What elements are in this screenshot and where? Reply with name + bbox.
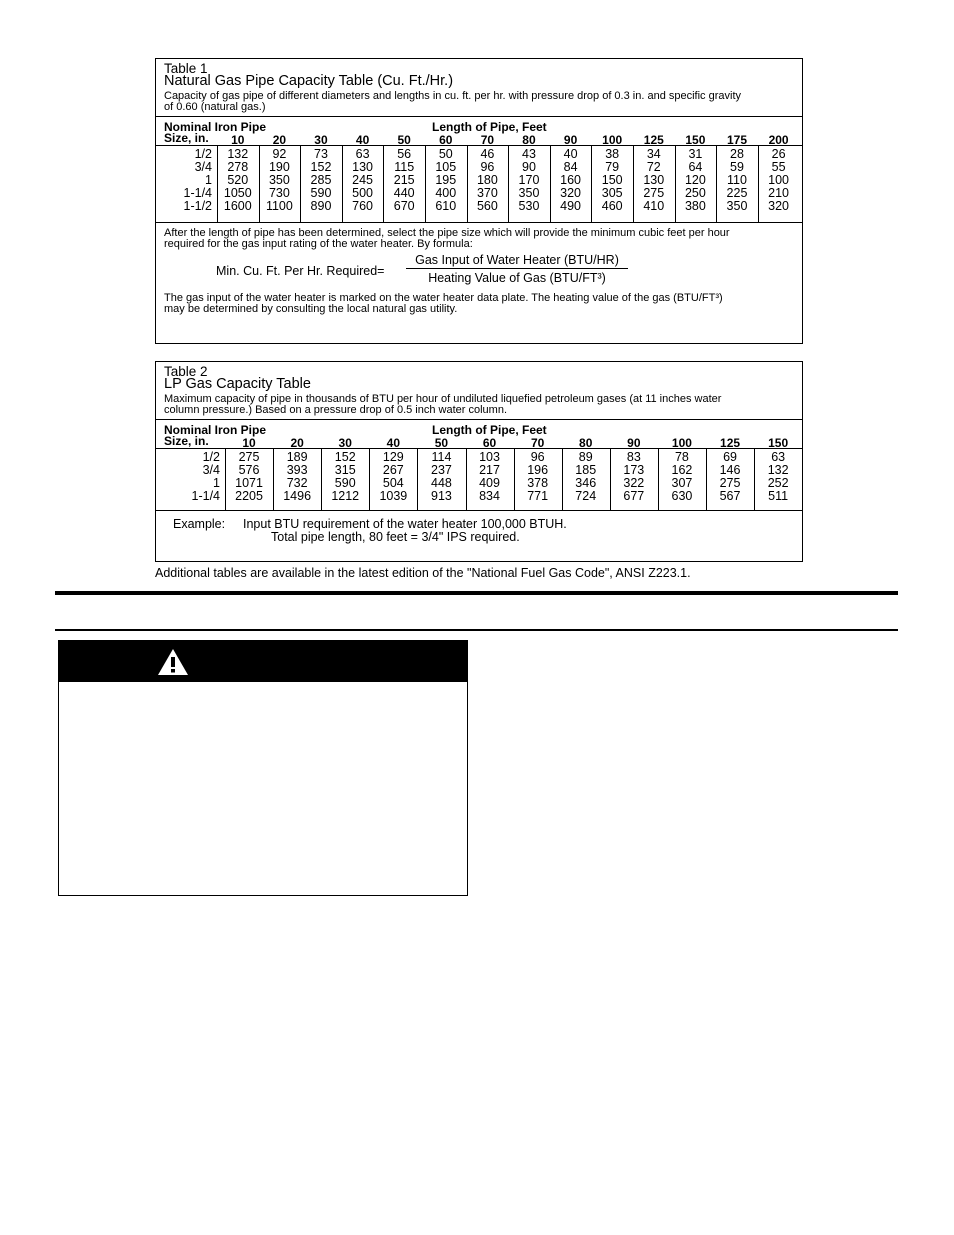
table1-value-cell: 190 xyxy=(268,160,290,174)
table2-head-size: Size, in. xyxy=(164,434,209,448)
table1-value-cell: 79 xyxy=(605,160,620,174)
table2-value-cell: 96 xyxy=(530,450,545,464)
table2-length-header: 90 xyxy=(627,436,641,450)
table2-value-column xyxy=(369,451,417,503)
table1-length-header: 30 xyxy=(314,133,328,147)
table1-value-cell: 90 xyxy=(522,160,536,174)
table1-value-column xyxy=(467,148,509,213)
table1-length-header: 175 xyxy=(726,133,747,147)
table2-value-cell: 275 xyxy=(238,450,260,464)
table1-value-cell: 170 xyxy=(518,173,540,187)
table1-head-size: Size, in. xyxy=(164,131,209,145)
table1-length-header: 60 xyxy=(439,133,453,147)
table1-value-cell: 225 xyxy=(726,186,748,200)
table1-value-column xyxy=(259,148,301,213)
table1-value-cell: 400 xyxy=(435,186,457,200)
table1-value-cell: 285 xyxy=(310,173,332,187)
warning-triangle-icon xyxy=(157,648,189,676)
table1-size-cell: 3/4 xyxy=(194,160,212,174)
table2-value-cell: 89 xyxy=(578,450,593,464)
table1-value-cell: 490 xyxy=(560,199,582,213)
table1-length-header: 80 xyxy=(522,133,536,147)
table1-size-cell: 1/2 xyxy=(194,147,212,161)
footnote: Additional tables are available in the latest edition of the "National Fuel Gas Code", ANSI Z223.1. xyxy=(155,566,691,580)
table1-value-cell: 610 xyxy=(435,199,457,213)
table2-value-cell: 504 xyxy=(382,476,404,490)
table1-value-cell: 320 xyxy=(560,186,582,200)
table2-value-cell: 162 xyxy=(671,463,693,477)
table2-length-header: 40 xyxy=(386,436,401,450)
table1-value-cell: 760 xyxy=(352,199,374,213)
table2-value-column xyxy=(321,451,369,503)
table1-value-cell: 63 xyxy=(355,147,370,161)
table2-value-cell: 771 xyxy=(527,489,549,503)
table1-length-header: 200 xyxy=(768,133,789,147)
table1-length-header: 150 xyxy=(685,133,706,147)
table2-value-column xyxy=(610,451,658,503)
table1-value-cell: 50 xyxy=(438,147,453,161)
table2-size-cell: 1/2 xyxy=(202,450,220,464)
warning-box xyxy=(58,640,468,896)
table2-description-line1: Maximum capacity of pipe in thousands of BTU per hour of undiluted liquefied petroleum gases (at 11 inches water xyxy=(164,393,722,405)
table1-value-cell: 56 xyxy=(397,147,412,161)
example-label: Example: xyxy=(173,517,226,531)
table2-length-header: 60 xyxy=(482,436,497,450)
table2-head-length: Length of Pipe, Feet xyxy=(432,423,547,437)
table2-value-cell: 346 xyxy=(575,476,597,490)
table2-value-cell: 315 xyxy=(334,463,356,477)
table1-description-line2: of 0.60 (natural gas.) xyxy=(164,101,266,113)
table1-value-cell: 100 xyxy=(768,173,790,187)
table2-value-cell: 275 xyxy=(719,476,741,490)
divider-thick xyxy=(55,591,898,595)
table1-value-cell: 34 xyxy=(646,147,661,161)
table2-value-cell: 732 xyxy=(286,476,308,490)
table1-value-cell: 278 xyxy=(227,160,249,174)
table1-value-cell: 410 xyxy=(643,199,665,213)
table1-length-header: 50 xyxy=(397,133,411,147)
table1-value-cell: 40 xyxy=(563,147,578,161)
table1-value-cell: 130 xyxy=(352,160,374,174)
table2-length-header: 30 xyxy=(338,436,352,450)
table2-length-header: 80 xyxy=(579,436,593,450)
table2-value-cell: 724 xyxy=(575,489,597,503)
table2-value-cell: 378 xyxy=(527,476,549,490)
table2-value-cell: 252 xyxy=(767,476,789,490)
table1-size-cell: 1-1/2 xyxy=(183,199,212,213)
table1-value-cell: 92 xyxy=(272,147,287,161)
table1-value-cell: 55 xyxy=(771,160,786,174)
table1-head-nominal: Nominal Iron Pipe xyxy=(164,120,267,134)
table2-value-cell: 913 xyxy=(431,489,452,503)
table2-value-column xyxy=(658,451,706,503)
table2-value-cell: 173 xyxy=(623,463,645,477)
table2-value-cell: 63 xyxy=(771,450,786,464)
table1-length-header: 70 xyxy=(480,133,495,147)
table1-value-cell: 105 xyxy=(435,160,457,174)
divider-thin xyxy=(55,629,898,631)
table1-value-column xyxy=(758,148,800,213)
table2-value-column xyxy=(225,451,273,503)
table1-value-cell: 180 xyxy=(476,173,498,187)
table1-size-column xyxy=(156,148,212,213)
table2-value-cell: 69 xyxy=(723,450,737,464)
table1-value-cell: 350 xyxy=(726,199,748,213)
table2-value-column xyxy=(562,451,610,503)
table1-value-column xyxy=(383,148,425,213)
table2-size-cell: 1-1/4 xyxy=(191,489,220,503)
example-line2: Total pipe length, 80 feet = 3/4" IPS required. xyxy=(271,530,520,544)
table2-header xyxy=(156,362,802,420)
table1-value-cell: 96 xyxy=(480,160,495,174)
example-line1: Input BTU requirement of the water heater 100,000 BTUH. xyxy=(243,517,567,531)
table2-value-cell: 146 xyxy=(719,463,741,477)
table1-note1-line1: After the length of pipe has been determined, select the pipe size which will provide the minimum cubic feet per hour xyxy=(164,227,730,239)
table2-value-cell: 1071 xyxy=(235,476,263,490)
table1-size-cell: 1 xyxy=(205,173,212,187)
table1-value-cell: 275 xyxy=(643,186,665,200)
table1-value-cell: 460 xyxy=(601,199,623,213)
table2-length-header: 20 xyxy=(290,436,304,450)
warning-header-bar xyxy=(59,641,467,682)
table1-value-cell: 46 xyxy=(480,147,495,161)
table1-value-cell: 590 xyxy=(310,186,332,200)
table2-value-cell: 448 xyxy=(431,476,452,490)
table2-value-cell: 393 xyxy=(286,463,308,477)
table1-value-cell: 72 xyxy=(646,160,661,174)
table2-value-cell: 1212 xyxy=(331,489,360,503)
table1-value-cell: 1600 xyxy=(223,199,252,213)
table1-value-cell: 26 xyxy=(771,147,786,161)
table2-label: Table 2 xyxy=(164,364,208,379)
table2-description xyxy=(164,394,794,416)
table1-note1 xyxy=(156,223,802,250)
table1-value-cell: 31 xyxy=(688,147,703,161)
table1-value-cell: 350 xyxy=(518,186,540,200)
table2-value-cell: 83 xyxy=(626,450,641,464)
table1-note1-line2: required for the gas input rating of the water heater. By formula: xyxy=(164,238,473,250)
table2-size-column xyxy=(156,451,220,503)
table1-value-cell: 520 xyxy=(227,173,249,187)
table-lp-gas xyxy=(155,361,803,562)
table2-example xyxy=(156,511,802,555)
table1-value-cell: 132 xyxy=(227,147,249,161)
capacity-formula xyxy=(156,250,802,290)
table1-length-header: 90 xyxy=(563,133,578,147)
table2-value-column xyxy=(754,451,802,503)
table-natural-gas xyxy=(155,58,803,344)
table2-head-nominal: Nominal Iron Pipe xyxy=(164,423,267,437)
table2-title: LP Gas Capacity Table xyxy=(164,376,311,392)
table2-column-header xyxy=(156,420,802,449)
formula-lhs: Min. Cu. Ft. Per Hr. Required= xyxy=(216,264,385,278)
table2-value-cell: 307 xyxy=(671,476,693,490)
table2-value-cell: 1039 xyxy=(379,489,408,503)
table1-value-column xyxy=(716,148,758,213)
table1-value-cell: 245 xyxy=(352,173,374,187)
table2-value-cell: 511 xyxy=(768,489,789,503)
table1-value-cell: 560 xyxy=(476,199,498,213)
table1-value-cell: 64 xyxy=(688,160,703,174)
table2-value-column xyxy=(417,451,465,503)
table1-value-cell: 38 xyxy=(605,147,620,161)
table1-value-column xyxy=(591,148,633,213)
table2-length-header: 70 xyxy=(530,436,545,450)
table1-value-cell: 1050 xyxy=(223,186,252,200)
table2-value-column xyxy=(514,451,562,503)
table1-value-column xyxy=(550,148,592,213)
table2-value-column xyxy=(706,451,754,503)
table1-value-cell: 115 xyxy=(394,160,415,174)
table2-value-cell: 217 xyxy=(479,463,500,477)
table2-value-cell: 567 xyxy=(719,489,741,503)
table1-value-cell: 250 xyxy=(684,186,706,200)
table1-value-cell: 150 xyxy=(601,173,623,187)
table1-value-cell: 59 xyxy=(730,160,744,174)
table1-note2 xyxy=(156,290,802,315)
table1-size-cell: 1-1/4 xyxy=(183,186,212,200)
table1-header xyxy=(156,59,802,117)
table2-size-cell: 3/4 xyxy=(202,463,220,477)
table1-value-cell: 210 xyxy=(768,186,790,200)
table1-value-column xyxy=(633,148,675,213)
table1-length-header: 40 xyxy=(355,133,370,147)
table1-title: Natural Gas Pipe Capacity Table (Cu. Ft./Hr.) xyxy=(164,73,454,89)
table1-head-length: Length of Pipe, Feet xyxy=(432,120,547,134)
table2-value-cell: 129 xyxy=(382,450,404,464)
table1-length-header: 125 xyxy=(643,133,664,147)
table1-length-header: 20 xyxy=(272,133,287,147)
table1-grid xyxy=(156,146,802,223)
table2-length-header: 100 xyxy=(671,436,692,450)
table1-value-column xyxy=(508,148,550,213)
table2-value-cell: 2205 xyxy=(235,489,263,503)
table2-size-cell: 1 xyxy=(213,476,220,490)
table1-description xyxy=(164,91,794,113)
table1-value-cell: 195 xyxy=(435,173,457,187)
table2-value-cell: 576 xyxy=(238,463,260,477)
table1-value-cell: 120 xyxy=(684,173,706,187)
table2-length-header: 10 xyxy=(242,436,256,450)
table2-value-column xyxy=(273,451,321,503)
table2-value-cell: 185 xyxy=(575,463,597,477)
table2-value-cell: 1496 xyxy=(283,489,312,503)
formula-denominator: Heating Value of Gas (BTU/FT³) xyxy=(428,271,606,285)
formula-numerator: Gas Input of Water Heater (BTU/HR) xyxy=(406,253,628,269)
table1-value-cell: 670 xyxy=(393,199,415,213)
table1-value-cell: 1100 xyxy=(265,199,293,213)
table1-value-cell: 500 xyxy=(352,186,374,200)
table1-value-cell: 440 xyxy=(393,186,415,200)
table1-value-column xyxy=(342,148,384,213)
table1-length-header: 100 xyxy=(602,133,623,147)
table2-value-cell: 78 xyxy=(674,450,689,464)
table2-value-cell: 237 xyxy=(431,463,452,477)
table2-value-column xyxy=(466,451,514,503)
table1-column-header xyxy=(156,117,802,146)
table2-length-header: 150 xyxy=(768,436,789,450)
table1-length-header: 10 xyxy=(231,133,245,147)
table1-value-cell: 130 xyxy=(643,173,665,187)
table2-length-header: 50 xyxy=(434,436,449,450)
table2-value-cell: 114 xyxy=(431,450,452,464)
table1-value-cell: 730 xyxy=(268,186,290,200)
table1-value-cell: 320 xyxy=(768,199,790,213)
table2-value-cell: 196 xyxy=(527,463,549,477)
table1-note2-line2: may be determined by consulting the local natural gas utility. xyxy=(164,303,458,315)
table2-description-line2: column pressure.) Based on a pressure drop of 0.5 inch water column. xyxy=(164,404,508,416)
table1-value-cell: 84 xyxy=(563,160,578,174)
table1-value-column xyxy=(425,148,467,213)
table1-value-cell: 890 xyxy=(310,199,332,213)
table1-value-cell: 110 xyxy=(727,173,747,187)
table1-value-column xyxy=(300,148,342,213)
table1-value-column xyxy=(217,148,259,213)
table2-value-cell: 132 xyxy=(767,463,789,477)
table1-value-cell: 43 xyxy=(522,147,536,161)
table1-value-cell: 73 xyxy=(314,147,328,161)
table1-value-cell: 305 xyxy=(601,186,623,200)
table1-value-cell: 530 xyxy=(518,199,540,213)
table1-value-cell: 152 xyxy=(310,160,332,174)
table1-value-cell: 350 xyxy=(268,173,290,187)
table1-value-column xyxy=(675,148,717,213)
table1-value-cell: 215 xyxy=(393,173,415,187)
table2-value-cell: 152 xyxy=(334,450,356,464)
table2-value-cell: 189 xyxy=(286,450,308,464)
table1-value-cell: 380 xyxy=(684,199,706,213)
table1-value-cell: 370 xyxy=(476,186,498,200)
table2-grid xyxy=(156,449,802,511)
table1-note2-line1: The gas input of the water heater is marked on the water heater data plate. The heating value of the gas (BTU/FT³) xyxy=(164,292,723,304)
table2-value-cell: 322 xyxy=(623,476,645,490)
table1-value-cell: 160 xyxy=(560,173,582,187)
table1-description-line1: Capacity of gas pipe of different diameters and lengths in cu. ft. per hr. with pressure drop of 0.3 in. and specific gravity xyxy=(164,90,742,102)
table1-value-cell: 28 xyxy=(730,147,744,161)
table2-value-cell: 834 xyxy=(479,489,500,503)
table2-value-cell: 590 xyxy=(334,476,356,490)
table2-value-cell: 630 xyxy=(671,489,693,503)
table2-value-cell: 677 xyxy=(623,489,645,503)
table1-label: Table 1 xyxy=(164,61,208,76)
table2-length-header: 125 xyxy=(720,436,741,450)
table2-value-cell: 267 xyxy=(382,463,404,477)
table2-value-cell: 409 xyxy=(479,476,500,490)
table2-value-cell: 103 xyxy=(479,450,500,464)
